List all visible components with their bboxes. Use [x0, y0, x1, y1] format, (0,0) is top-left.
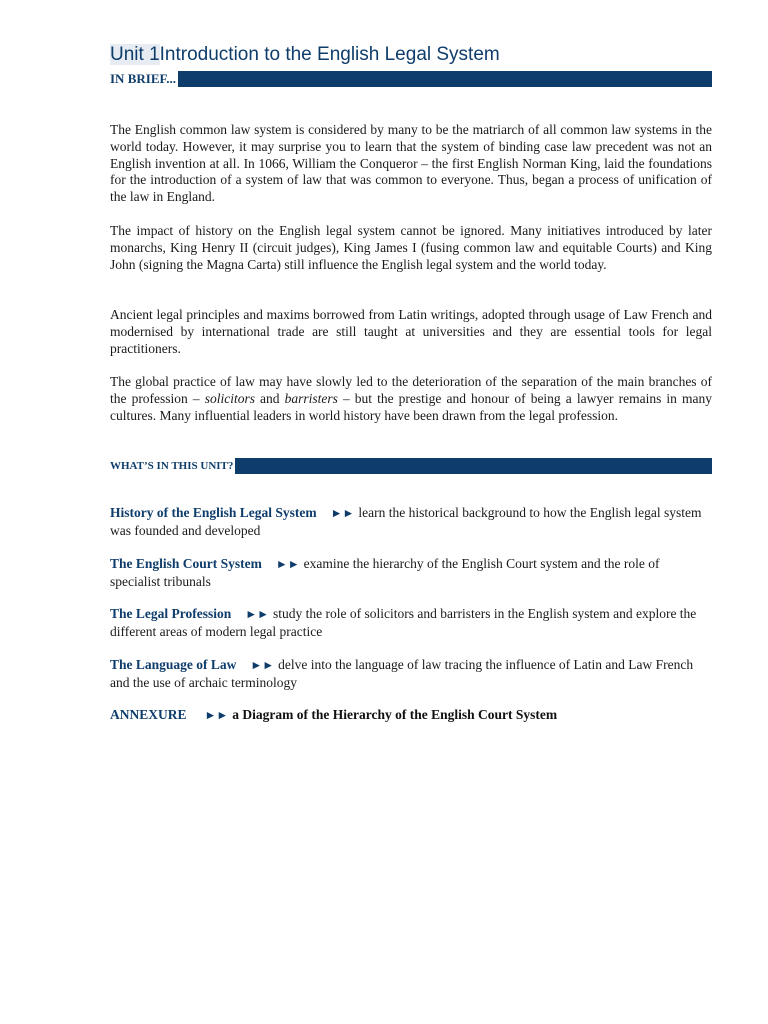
unit-item-language-of-law	[110, 656, 712, 691]
double-arrow-icon: ►►	[250, 658, 275, 672]
barristers-term: barristers	[284, 390, 338, 406]
unit-item-history	[110, 504, 712, 539]
whats-in-unit-banner	[110, 458, 712, 474]
unit-number: Unit 1	[110, 44, 160, 65]
banner-bar	[178, 71, 712, 87]
annexure-heading: ANNEXURE	[110, 707, 187, 722]
paragraph-1: The English common law system is considered by many to be the matriarch of all common law systems in the world today. However, it may surprise you to learn that the system of binding case law precedent was not an English invention at all. In 1066, William the Conqueror – the first English Norman King, laid the foundations for the introduction of a system of law that was common to everyone. Thus, began a process of unification of the law in England.	[110, 122, 712, 205]
annexure-description: a Diagram of the Hierarchy of the English Court System	[232, 707, 558, 722]
paragraph-4-text: and	[254, 390, 285, 406]
item-heading: History of the English Legal System	[110, 505, 317, 520]
double-arrow-icon: ►►	[330, 506, 355, 520]
double-arrow-icon: ►►	[204, 708, 229, 722]
item-description: study the role of solicitors and barristers in the English system and explore the different areas of modern legal practice	[110, 606, 697, 639]
in-brief-banner	[110, 71, 712, 87]
item-description: examine the hierarchy of the English Court system and the role of specialist tribunals	[110, 556, 660, 589]
item-heading: The Legal Profession	[110, 606, 232, 621]
unit-item-annexure	[110, 706, 712, 724]
unit-item-court-system	[110, 555, 712, 590]
unit-item-legal-profession	[110, 605, 712, 640]
paragraph-4-text: – but the prestige and honour of being a lawyer remains in many cultures. Many influential leaders in world history have been drawn from the legal profession.	[110, 390, 713, 423]
double-arrow-icon: ►►	[275, 557, 300, 571]
paragraph-3: Ancient legal principles and maxims borrowed from Latin writings, adopted through usage of Law French and modernised by international trade are still taught at universities and they are essential tools for legal practitioners.	[110, 307, 712, 356]
item-heading: The English Court System	[110, 556, 262, 571]
banner-bar	[235, 458, 712, 474]
double-arrow-icon: ►►	[245, 607, 270, 621]
page-title	[110, 44, 500, 66]
item-heading: The Language of Law	[110, 657, 237, 672]
solicitors-term: solicitors	[204, 390, 255, 406]
item-description: delve into the language of law tracing the influence of Latin and Law French and the use of archaic terminology	[110, 657, 694, 690]
paragraph-4	[110, 374, 712, 424]
paragraph-4-text: The global practice of law may have slowly led to the deterioration of the separation of the main branches of the profession –	[110, 374, 712, 406]
unit-title: Introduction to the English Legal System	[159, 44, 500, 65]
in-brief-label: IN BRIEF...	[110, 71, 176, 86]
item-description: learn the historical background to how the English legal system was founded and developed	[110, 505, 702, 538]
paragraph-2: The impact of history on the English legal system cannot be ignored. Many initiatives introduced by later monarchs, King Henry II (circuit judges), King James I (fusing common law and equitable Courts) and King John (signing the Magna Carta) still influence the English legal system and the world today.	[110, 223, 712, 272]
whats-in-unit-label: WHAT’S IN THIS UNIT?	[110, 460, 234, 472]
